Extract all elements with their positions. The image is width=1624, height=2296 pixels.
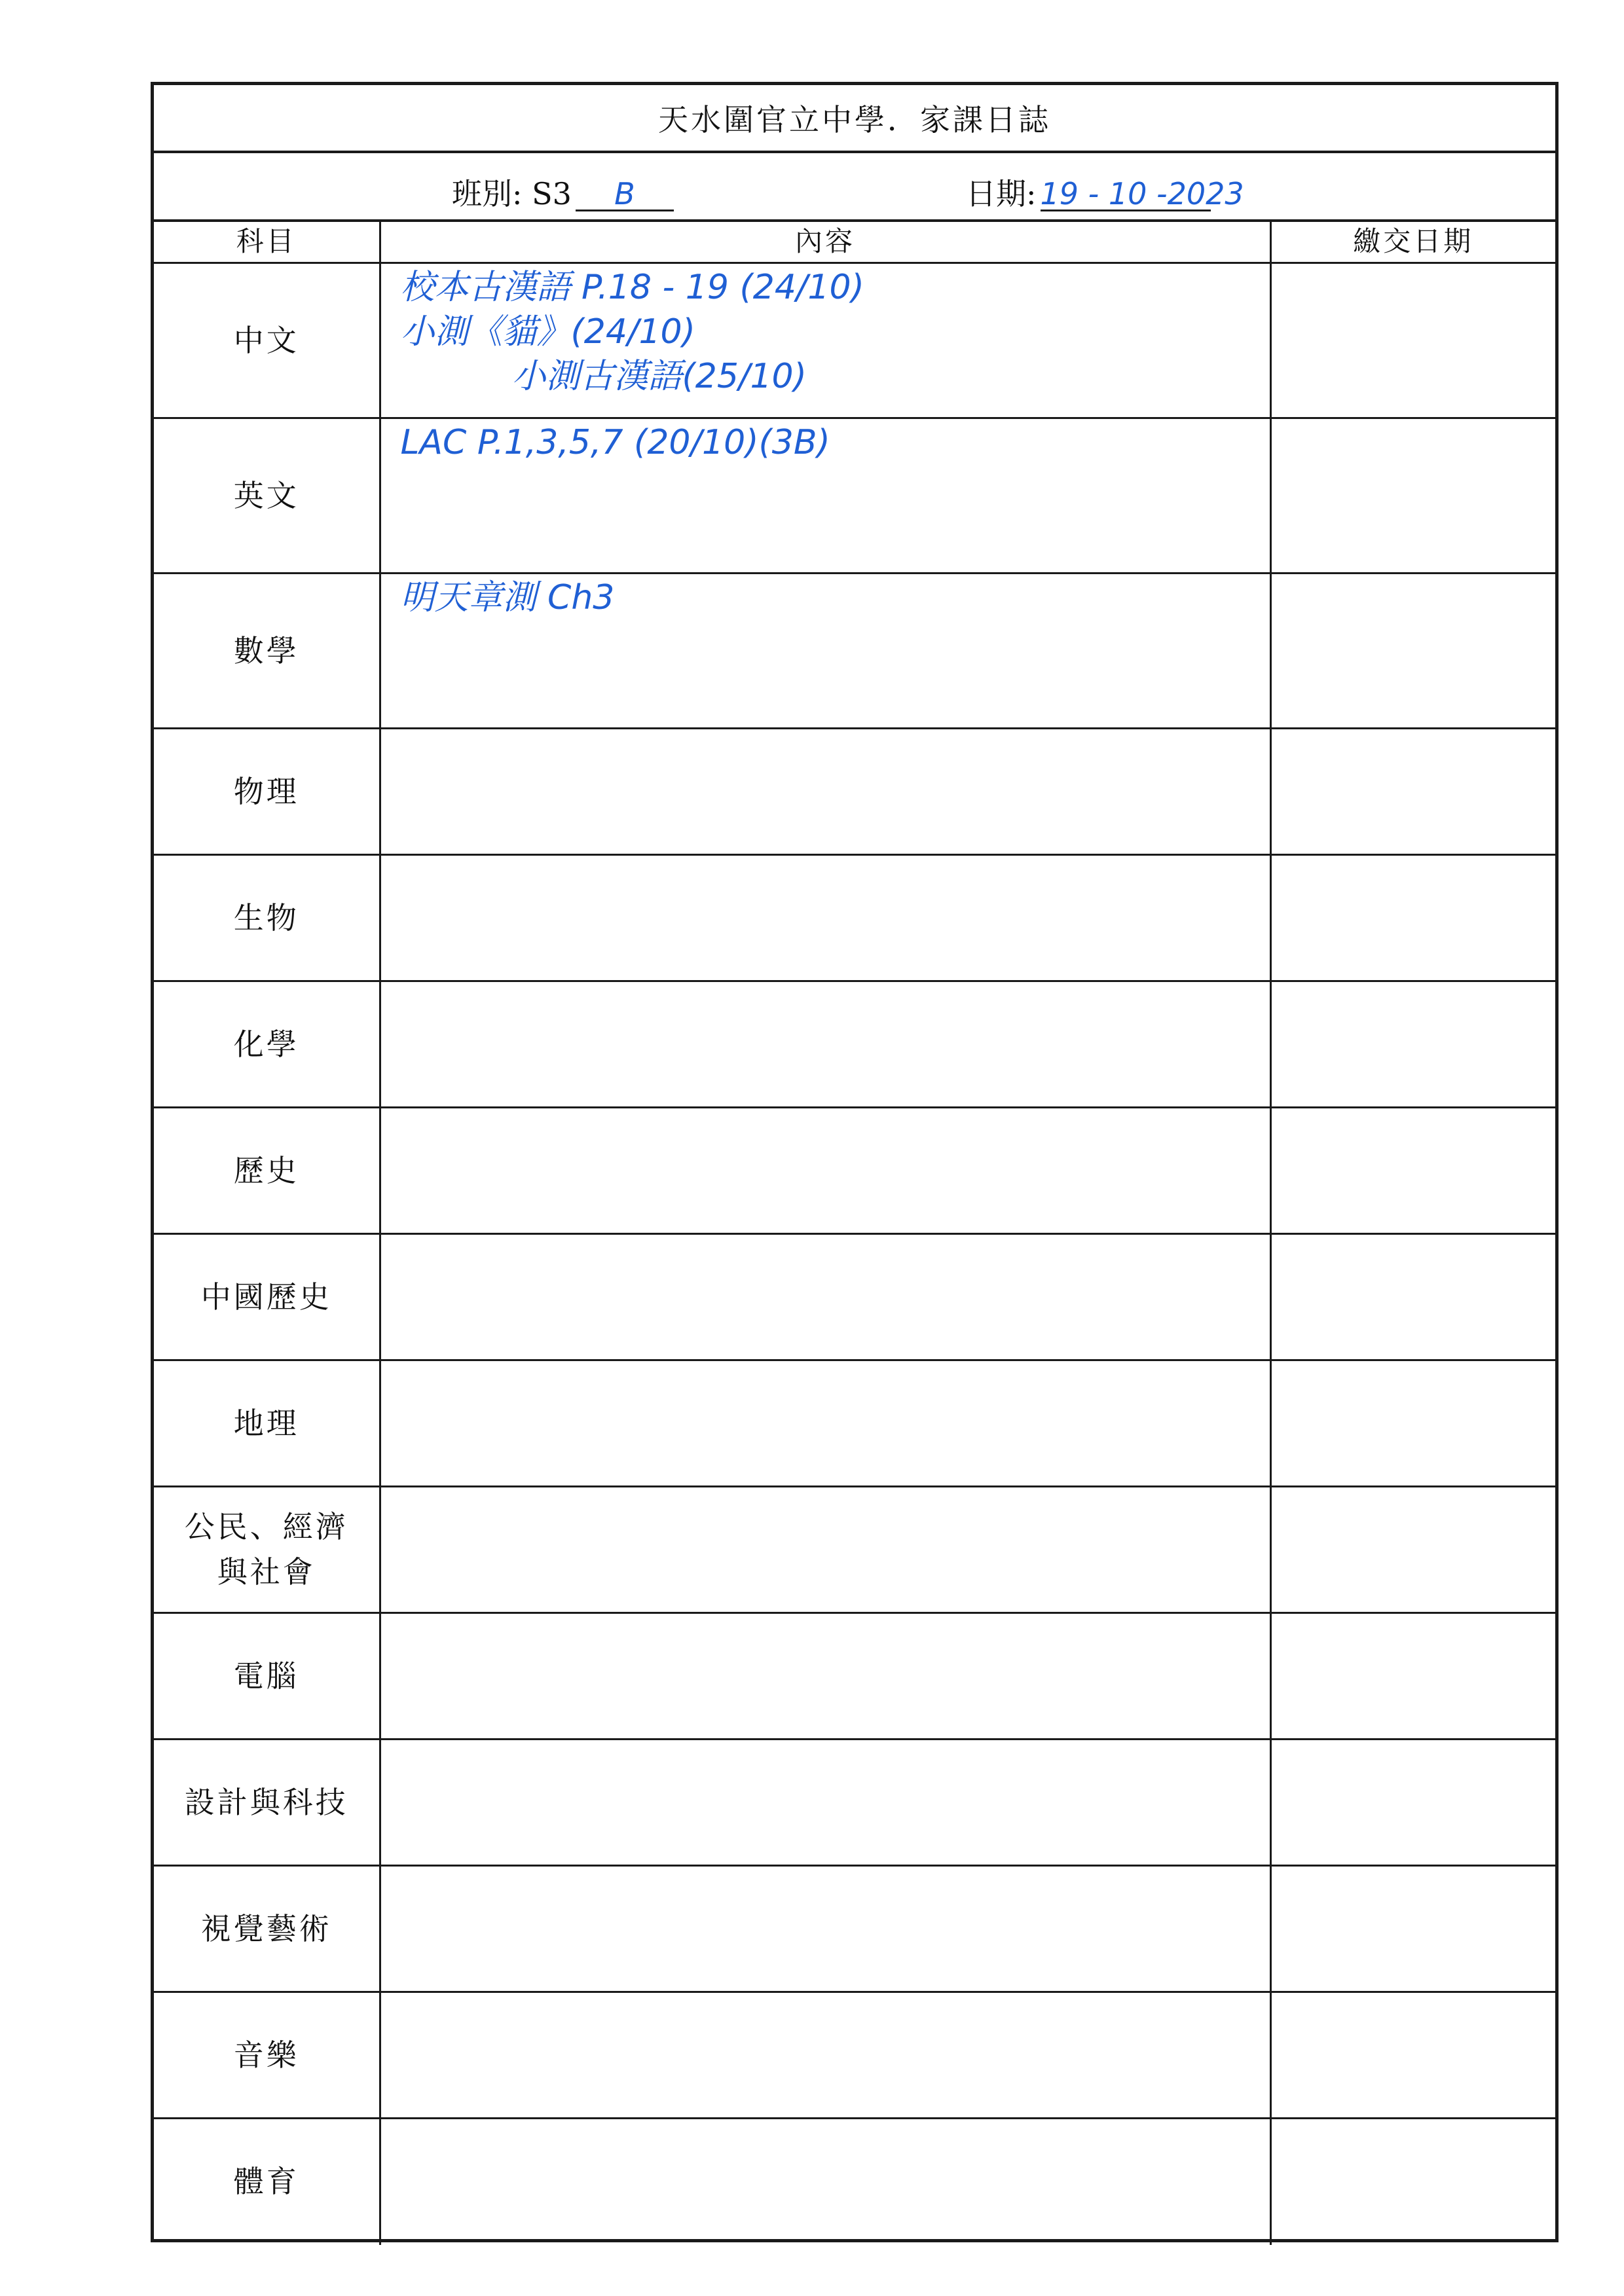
subject-cell: 英文	[154, 418, 380, 574]
diary-title-row	[154, 85, 1555, 153]
content-cell[interactable]	[380, 574, 1270, 729]
table-row	[154, 1866, 1555, 1992]
table-row	[154, 729, 1555, 855]
table-row	[154, 263, 1555, 418]
homework-table-wrap	[154, 219, 1555, 2239]
subject-cell: 數學	[154, 574, 380, 729]
due-date-cell[interactable]	[1270, 729, 1555, 855]
subject-column-header: 科目	[154, 219, 380, 263]
subject-cell: 地理	[154, 1360, 380, 1487]
subject-cell: 中文	[154, 263, 380, 418]
table-row	[154, 1108, 1555, 1234]
homework-table	[154, 219, 1555, 2245]
class-field	[452, 170, 674, 213]
due-date-cell[interactable]	[1270, 1487, 1555, 1613]
due-date-cell[interactable]	[1270, 1866, 1555, 1992]
class-value: B	[576, 178, 674, 211]
content-cell[interactable]	[380, 1613, 1270, 1740]
table-row	[154, 1487, 1555, 1613]
table-row	[154, 1613, 1555, 1740]
content-cell[interactable]	[380, 1234, 1270, 1360]
due-date-cell[interactable]	[1270, 1992, 1555, 2119]
homework-entry: 校本古漢語 P.18 - 19 (24/10)	[400, 268, 864, 307]
info-row	[154, 151, 1555, 222]
content-cell[interactable]	[380, 855, 1270, 981]
content-cell[interactable]	[380, 1360, 1270, 1487]
due-date-cell[interactable]	[1270, 855, 1555, 981]
subject-cell: 視覺藝術	[154, 1866, 380, 1992]
table-row	[154, 2119, 1555, 2245]
content-cell[interactable]	[380, 729, 1270, 855]
content-cell[interactable]	[380, 1866, 1270, 1992]
content-cell[interactable]	[380, 263, 1270, 418]
table-header-row	[154, 219, 1555, 263]
table-row	[154, 1740, 1555, 1866]
subject-cell: 化學	[154, 981, 380, 1108]
content-cell[interactable]	[380, 981, 1270, 1108]
content-cell[interactable]	[380, 1108, 1270, 1234]
subject-cell: 歷史	[154, 1108, 380, 1234]
due-date-cell[interactable]	[1270, 981, 1555, 1108]
content-cell[interactable]	[380, 418, 1270, 574]
table-row	[154, 981, 1555, 1108]
subject-cell: 設計與科技	[154, 1740, 380, 1866]
due-date-cell[interactable]	[1270, 574, 1555, 729]
due-date-cell[interactable]	[1270, 263, 1555, 418]
class-label: 班別: S3	[452, 176, 572, 211]
date-label: 日期:	[966, 176, 1037, 211]
date-value: 19 - 10 -2023	[1040, 176, 1244, 211]
subject-cell: 生物	[154, 855, 380, 981]
due-date-column-header: 繳交日期	[1270, 219, 1555, 263]
due-date-cell[interactable]	[1270, 1234, 1555, 1360]
due-date-cell[interactable]	[1270, 418, 1555, 574]
table-row	[154, 1234, 1555, 1360]
homework-entry: LAC P.1,3,5,7 (20/10)(3B)	[400, 423, 830, 462]
diary-title: 天水圍官立中學．家課日誌	[658, 102, 1051, 137]
due-date-cell[interactable]	[1270, 1360, 1555, 1487]
due-date-cell[interactable]	[1270, 1613, 1555, 1740]
table-row	[154, 574, 1555, 729]
date-field	[966, 170, 1244, 213]
table-row	[154, 855, 1555, 981]
due-date-cell[interactable]	[1270, 2119, 1555, 2245]
homework-entry: 小測古漢語(25/10)	[511, 357, 807, 396]
subject-cell: 物理	[154, 729, 380, 855]
content-cell[interactable]	[380, 1740, 1270, 1866]
due-date-cell[interactable]	[1270, 1108, 1555, 1234]
content-cell[interactable]	[380, 1992, 1270, 2119]
content-cell[interactable]	[380, 2119, 1270, 2245]
homework-diary-sheet	[151, 82, 1559, 2242]
table-row	[154, 418, 1555, 574]
due-date-cell[interactable]	[1270, 1740, 1555, 1866]
content-column-header: 內容	[380, 219, 1270, 263]
subject-cell: 體育	[154, 2119, 380, 2245]
table-row	[154, 1360, 1555, 1487]
homework-entry: 小測《貓》(24/10)	[400, 312, 695, 352]
subject-cell: 電腦	[154, 1613, 380, 1740]
content-cell[interactable]	[380, 1487, 1270, 1613]
subject-cell: 中國歷史	[154, 1234, 380, 1360]
table-row	[154, 1992, 1555, 2119]
homework-entry: 明天章測 Ch3	[400, 578, 615, 617]
subject-cell: 音樂	[154, 1992, 380, 2119]
subject-cell: 公民、經濟 與社會	[154, 1487, 380, 1613]
